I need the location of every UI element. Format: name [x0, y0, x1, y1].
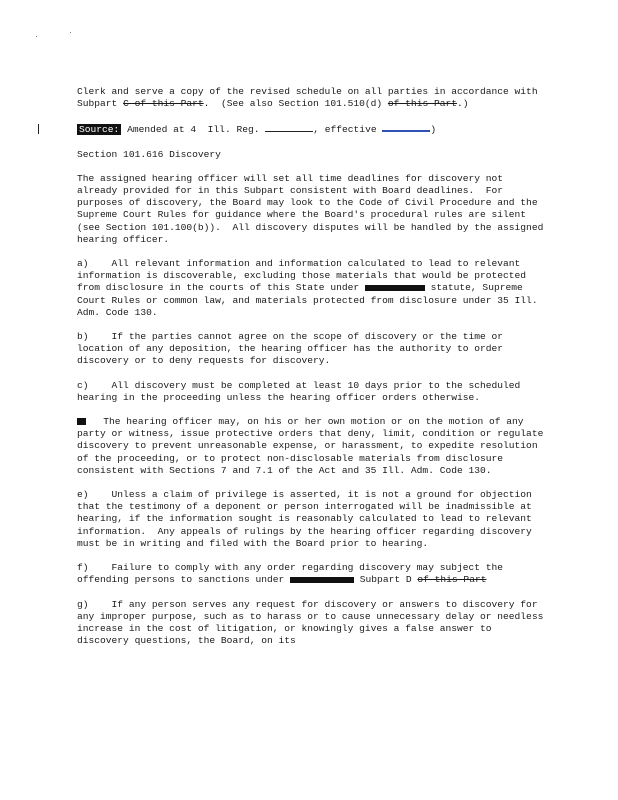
margin-mark: [38, 124, 39, 134]
register-volume-blank: [265, 123, 313, 132]
paragraph-e: e) Unless a claim of privilege is asserted, it is not a ground for objection that the testimony of a deponent or person interrogated will be inadmissible at hearing, if the information sought is reasonably calculated to lead to relevant information. Any appeals of rulings by the hearing officer regarding discovery must be in writing and filed with the Board prior to hearing.: [77, 489, 538, 549]
redaction-mark: [365, 285, 425, 291]
scan-speck: [70, 32, 71, 33]
paragraph-d-text: The hearing officer may, on his or her own motion or on the motion of any party or witness, issue protective orders that deny, limit, condition or regulate discovery to prevent unreasonable expense, or harassment, to expedite resolution of the proceeding, or to protect non-disclosable materials from disclosure consistent with Sections 7 and 7.1 of the Act and 35 Ill. Adm. Code 130.: [77, 416, 550, 476]
source-note: [77, 122, 547, 136]
paragraph-f: [77, 562, 547, 586]
struck-text: of this Part: [387, 98, 457, 110]
paragraph-a-text-end: statute, Supreme Court Rules or common law, and materials protected from disclosure under 35 Ill. Adm. Code 130.: [77, 282, 544, 318]
paragraph-g: g) If any person serves any request for discovery or answers to discovery for any improper purpose, such as to harass or to cause unnecessary delay or needless increase in the cost of litigation, or knowingly gives a false answer to discovery questions, the Board, on its: [77, 598, 550, 647]
redaction-mark: [290, 577, 354, 583]
document-page: [77, 86, 550, 659]
source-label: Source:: [79, 124, 120, 136]
section-heading: Section 101.616 Discovery: [77, 148, 221, 160]
scan-speck: [36, 36, 37, 37]
source-text: Amended at 4 Ill. Reg.: [121, 124, 266, 136]
paragraph-d: [77, 416, 550, 477]
struck-text: C of this Part: [123, 98, 204, 110]
lead-text-mid: . (See also Section 101.510(d): [203, 98, 388, 110]
paragraph-a: [77, 258, 547, 319]
paragraph-c: c) All discovery must be completed at least 10 days prior to the scheduled hearing in the proceeding unless the hearing officer orders otherwise.: [77, 379, 527, 403]
paragraph-f-text: f) Failure to comply with any order regarding discovery may subject the offending persons to sanctions under: [77, 562, 509, 586]
lead-text-end: .): [457, 98, 469, 110]
paragraph-a-text: a) All relevant information and information calculated to lead to relevant information is discoverable, excluding those materials that would be protected from disclosure in the courts of this State under: [77, 258, 532, 294]
source-text: ): [430, 124, 437, 136]
paragraph-f-text-mid: Subpart D: [354, 574, 418, 586]
paragraph-marker: [77, 418, 86, 425]
intro-paragraph: The assigned hearing officer will set all time deadlines for discovery not already provided for in this Subpart consistent with Board deadlines. For purposes of discovery, the Board may look to the Code of Civil Procedure and the Supreme Court Rules for guidance where the Board's procedural rules are silent (see Section 101.100(b)). All discovery disputes will be handled by the assigned hearing officer.: [77, 172, 550, 245]
struck-text: of this Part: [417, 574, 487, 586]
lead-paragraph: [77, 86, 547, 110]
lead-text: Clerk and serve a copy of the revised schedule on all parties in accordance with Subpart: [77, 86, 544, 110]
source-text: , effective: [313, 124, 383, 136]
effective-date-blank: [382, 122, 430, 132]
paragraph-b: b) If the parties cannot agree on the scope of discovery or the time or location of any deposition, the hearing officer has the authority to order discovery or to deny requests for discovery.: [77, 331, 509, 367]
